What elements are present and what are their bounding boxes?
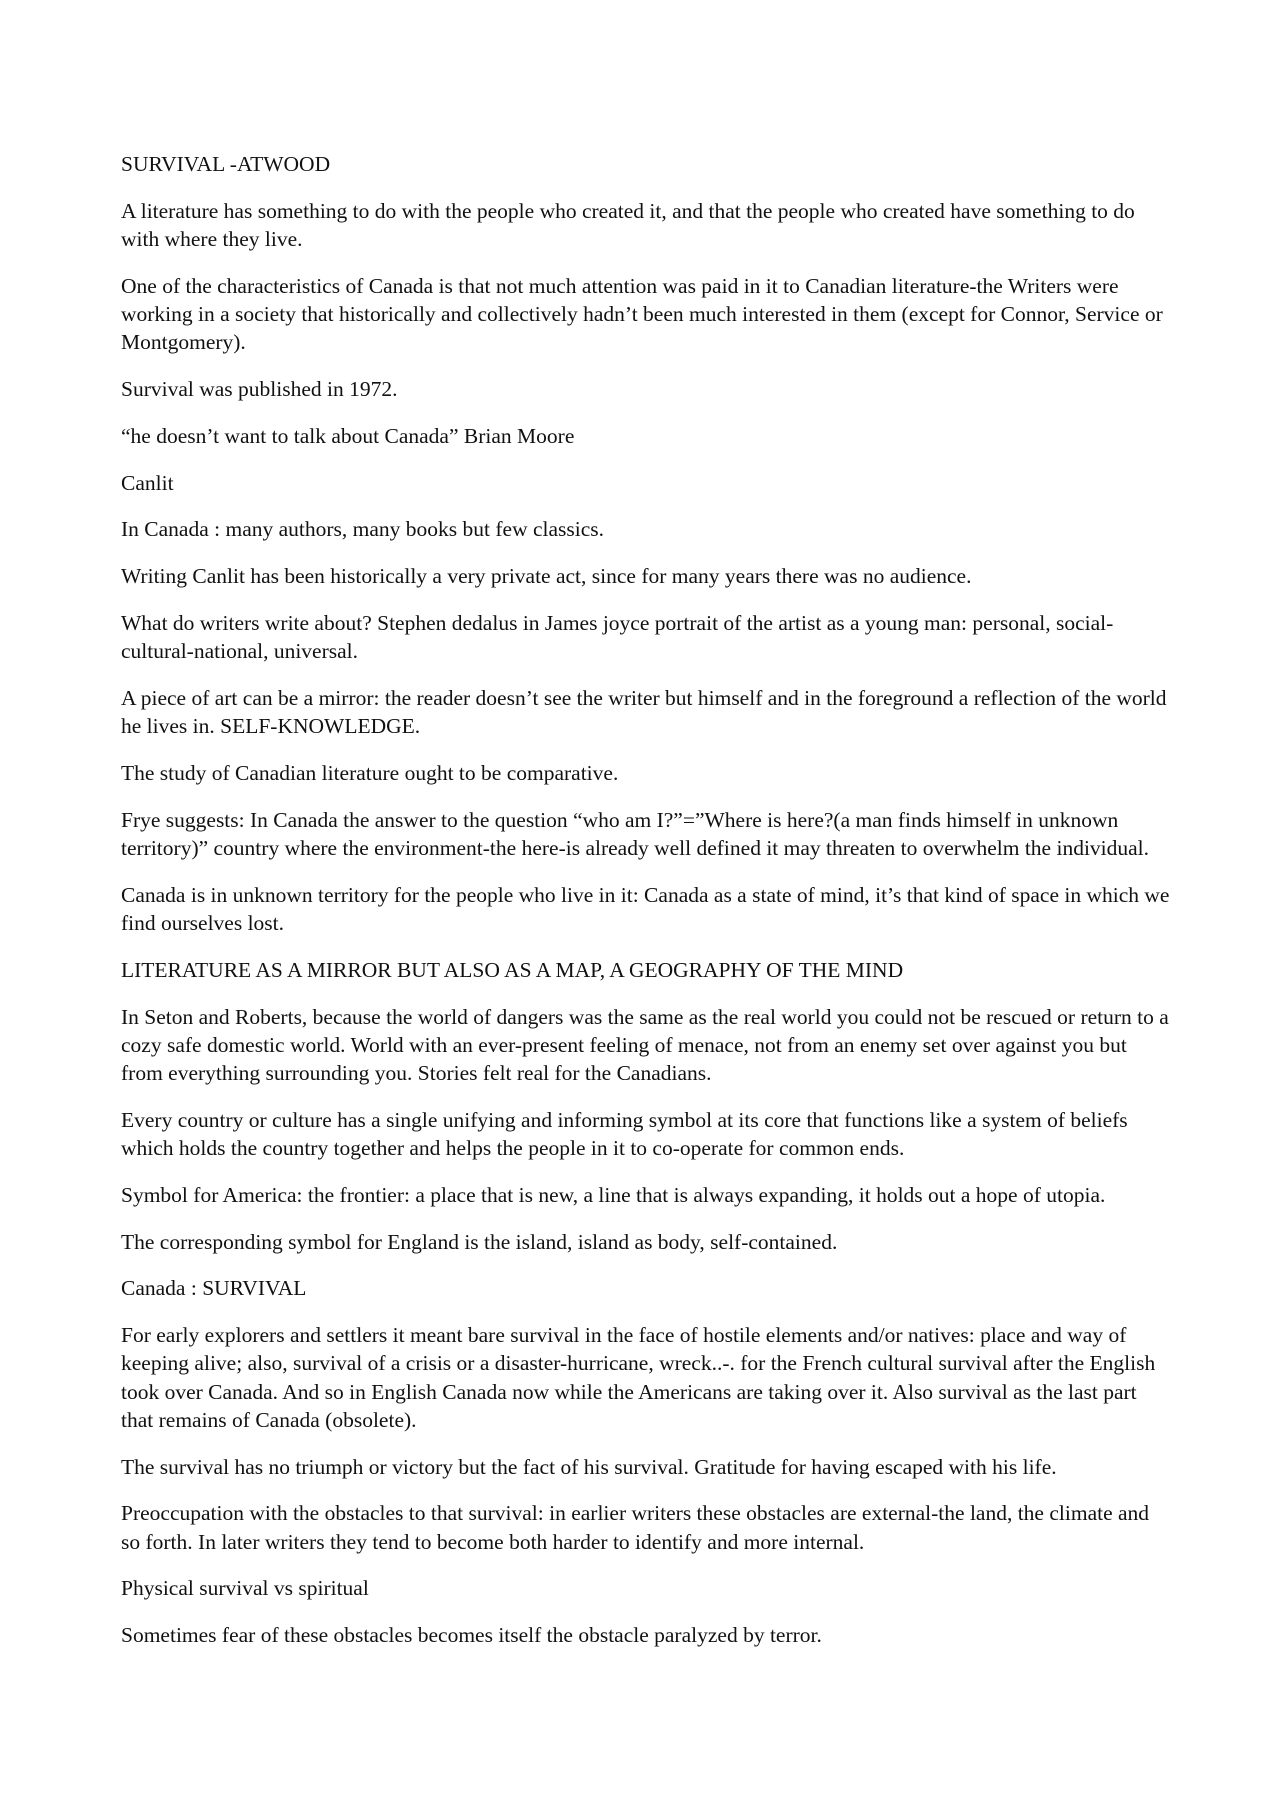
paragraph: Symbol for America: the frontier: a place that is new, a line that is always expanding, it holds out a hope of utopia. [121,1182,1106,1207]
paragraph: Frye suggests: In Canada the answer to the question “who am I?”=”Where is here?(a man finds himself in unknown territory)” country where the environment-the here-is already well defined it may threaten to overwhelm the individual. [121,807,1150,860]
paragraph: Sometimes fear of these obstacles becomes itself the obstacle paralyzed by terror. [121,1623,822,1648]
paragraph: “he doesn’t want to talk about Canada” Brian Moore [121,423,575,448]
paragraph: Physical survival vs spiritual [121,1576,369,1601]
document-title: SURVIVAL -ATWOOD [121,152,331,176]
paragraph: A literature has something to do with the people who created it, and that the people who created have something to do with where they live. [121,198,1135,251]
paragraph: What do writers write about? Stephen dedalus in James joyce portrait of the artist as a young man: personal, social-cultural-national, universal. [121,610,1114,664]
section-heading: LITERATURE AS A MIRROR BUT ALSO AS A MAP, A GEOGRAPHY OF THE MIND [121,957,904,982]
paragraph: In Canada : many authors, many books but few classics. [121,517,605,542]
document-body [121,150,1171,1668]
paragraph: Every country or culture has a single unifying and informing symbol at its core that functions like a system of beliefs which holds the country together and helps the people in it to co-operate for common ends. [121,1107,1128,1160]
paragraph: The survival has no triumph or victory but the fact of his survival. Gratitude for having escaped with his life. [121,1454,1057,1479]
paragraph: A piece of art can be a mirror: the reader doesn’t see the writer but himself and in the foreground a reflection of the world he lives in. SELF-KNOWLEDGE. [121,685,1167,739]
paragraph: Canada : SURVIVAL [121,1276,307,1301]
paragraph: Writing Canlit has been historically a very private act, since for many years there was no audience. [121,564,972,589]
paragraph: For early explorers and settlers it meant bare survival in the face of hostile elements and/or natives: place and way of keeping alive; also, survival of a crisis or a disaster-hurricane, wreck..-. for the French cultural survival after the English took over Canada. And so in English Canada now while the Americans are taking over it. Also survival as the last part that remains of Canada (obsolete). [121,1323,1156,1432]
paragraph: One of the characteristics of Canada is that not much attention was paid in it to Canadian literature-the Writers were working in a society that historically and collectively hadn’t been much interested in them (except for Connor, Service or Montgomery). [121,273,1163,355]
paragraph: Survival was published in 1972. [121,377,398,401]
paragraph: Canada is in unknown territory for the people who live in it: Canada as a state of mind, it’s that kind of space in which we find ourselves lost. [121,882,1170,935]
paragraph: The corresponding symbol for England is the island, island as body, self-contained. [121,1229,838,1254]
paragraph: Preoccupation with the obstacles to that survival: in earlier writers these obstacles are external-the land, the climate and so forth. In later writers they tend to become both harder to identify and more internal. [121,1501,1150,1554]
paragraph: The study of Canadian literature ought to be comparative. [121,760,619,785]
paragraph: In Seton and Roberts, because the world of dangers was the same as the real world you could not be rescued or return to a cozy safe domestic world. World with an ever-present feeling of menace, not from an enemy set over against you but from everything surrounding you. Stories felt real for the Canadians. [121,1004,1169,1085]
paragraph: Canlit [121,470,174,495]
